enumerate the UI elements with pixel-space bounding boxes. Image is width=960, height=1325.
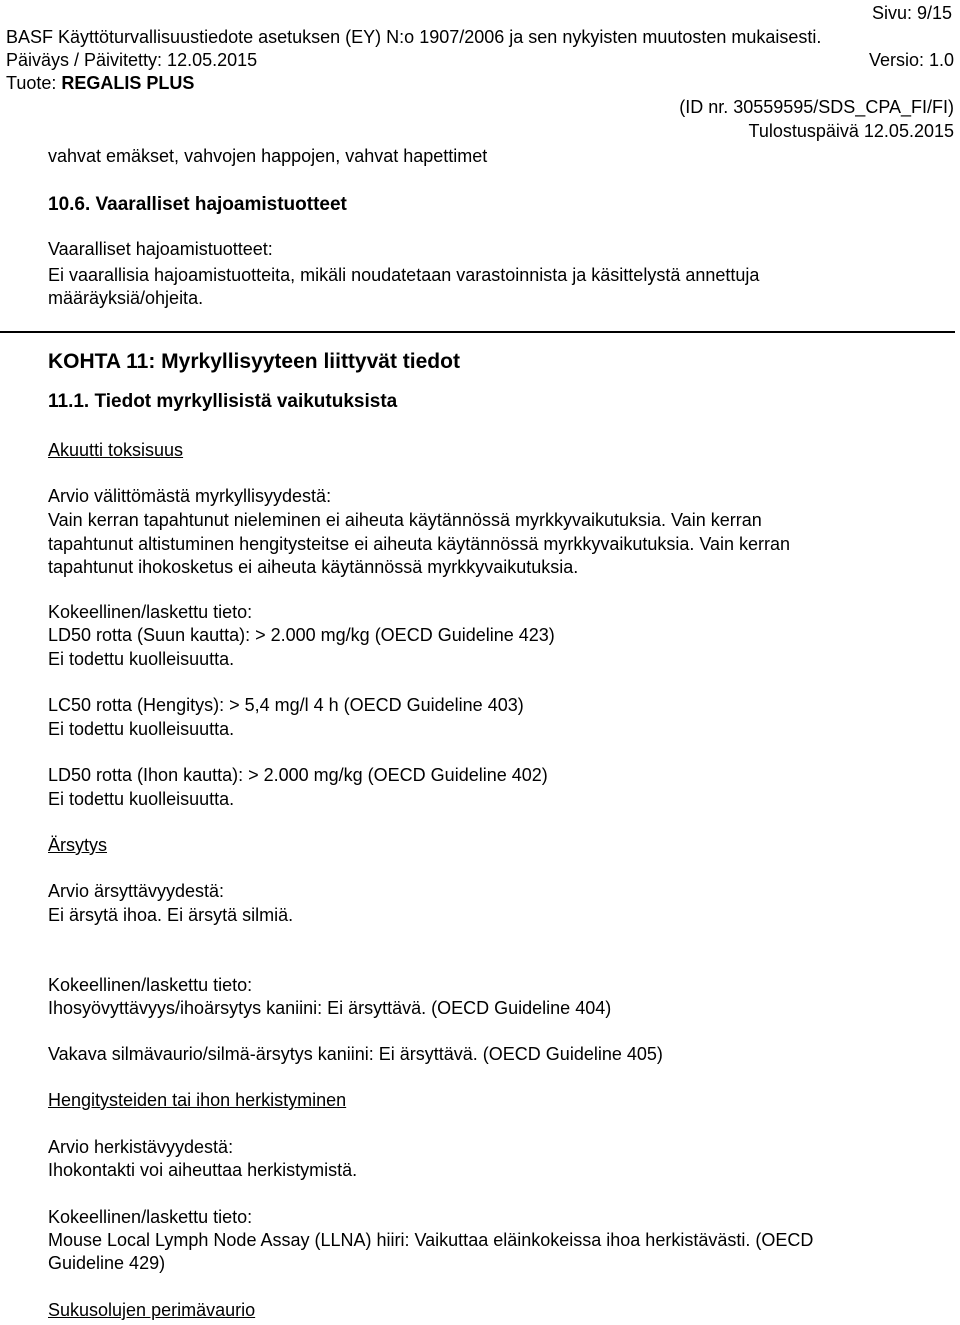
acute-toxicity-heading: Akuutti toksisuus [48,440,184,460]
acute-assessment-line1: Vain kerran tapahtunut nieleminen ei aiheuta käytännössä myrkkyvaikutuksia. Vain kerran [48,510,762,530]
irritation-assessment-text: Ei ärsytä ihoa. Ei ärsytä silmiä. [48,905,294,925]
product-label: Tuote: [6,73,62,93]
sensitization-heading: Hengitysteiden tai ihon herkistyminen [48,1090,347,1110]
llna-line1: Mouse Local Lymph Node Assay (LLNA) hiiri: Vaikuttaa eläinkokeissa ihoa herkistävästi. (OECD [48,1230,814,1250]
date-line: Päiväys / Päivitetty: 12.05.2015 [6,50,258,70]
section-10-6-text-line1: Ei vaarallisia hajoamistuotteita, mikäli noudatetaan varastoinnista ja käsittelystä annettuja [48,265,760,285]
irritation-data-label: Kokeellinen/laskettu tieto: [48,975,253,995]
section-11-1-title: 11.1. Tiedot myrkyllisistä vaikutuksista [48,391,398,412]
sensitization-assessment-label: Arvio herkistävyydestä: [48,1137,234,1157]
regulation-line: BASF Käyttöturvallisuustiedote asetuksen (EY) N:o 1907/2006 ja sen nykyisten muutosten mukaisesti. [6,27,822,47]
lc50-inhalation: LC50 rotta (Hengitys): > 5,4 mg/l 4 h (OECD Guideline 403) [48,695,524,715]
document-id: (ID nr. 30559595/SDS_CPA_FI/FI) [679,97,954,117]
lc50-inhalation-note: Ei todettu kuolleisuutta. [48,719,235,739]
ld50-oral: LD50 rotta (Suun kautta): > 2.000 mg/kg (OECD Guideline 423) [48,625,555,645]
page-number: Sivu: 9/15 [871,3,952,23]
eye-irritation: Vakava silmävaurio/silmä-ärsytys kaniini: Ei ärsyttävä. (OECD Guideline 405) [48,1044,663,1064]
sensitization-data-label: Kokeellinen/laskettu tieto: [48,1207,253,1227]
incompatible-materials-text: vahvat emäkset, vahvojen happojen, vahvat hapettimet [48,146,488,166]
acute-assessment-label: Arvio välittömästä myrkyllisyydestä: [48,486,332,506]
mutagenicity-heading: Sukusolujen perimävaurio [48,1300,256,1320]
product-line [6,72,194,94]
acute-assessment-line3: tapahtunut ihokosketus ei aiheuta käytännössä myrkkyvaikutuksia. [48,557,579,577]
acute-assessment-line2: tapahtunut altistuminen hengitysteitse ei aiheuta käytännössä myrkkyvaikutuksia. Vain kerran [48,534,791,554]
section-10-6-text-line2: määräyksiä/ohjeita. [48,288,204,308]
version-line: Versio: 1.0 [868,50,954,70]
section-10-6-label: Vaaralliset hajoamistuotteet: [48,239,273,259]
ld50-oral-note: Ei todettu kuolleisuutta. [48,649,235,669]
ld50-dermal: LD50 rotta (Ihon kautta): > 2.000 mg/kg (OECD Guideline 402) [48,765,548,785]
ld50-dermal-note: Ei todettu kuolleisuutta. [48,789,235,809]
section-10-6-title: 10.6. Vaaralliset hajoamistuotteet [48,194,347,215]
irritation-heading: Ärsytys [48,835,108,855]
irritation-assessment-label: Arvio ärsyttävyydestä: [48,881,225,901]
section-11-title: KOHTA 11: Myrkyllisyyteen liittyvät tiedot [48,350,460,373]
llna-line2: Guideline 429) [48,1253,166,1273]
product-name: REGALIS PLUS [61,73,195,93]
sensitization-assessment-text: Ihokontakti voi aiheuttaa herkistymistä. [48,1160,358,1180]
acute-data-label: Kokeellinen/laskettu tieto: [48,602,253,622]
skin-irritation: Ihosyövyttävyys/ihoärsytys kaniini: Ei ärsyttävä. (OECD Guideline 404) [48,998,612,1018]
print-date: Tulostuspäivä 12.05.2015 [748,121,954,141]
section-divider [0,331,955,333]
